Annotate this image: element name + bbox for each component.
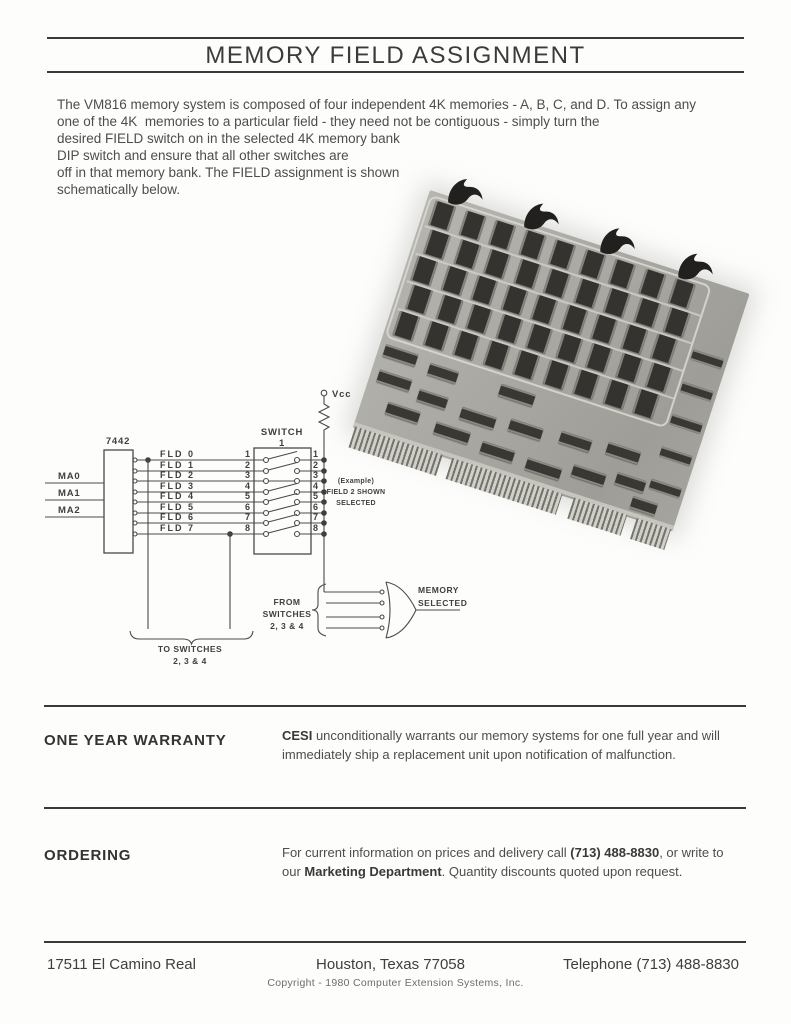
from-switches-label3: 2, 3 & 4 (270, 621, 304, 631)
bus-junction-dot (321, 510, 327, 516)
logic-chip (507, 418, 543, 441)
logic-chip (614, 472, 647, 494)
switch-pin-number-left: 1 (244, 449, 250, 459)
logic-chip (498, 384, 536, 407)
switch-contact (295, 458, 300, 463)
divider-top (47, 37, 744, 39)
switch-contact (264, 458, 269, 463)
logic-chip (605, 442, 641, 465)
example-note: SELECTED (336, 500, 376, 507)
decoder-7442-box (104, 450, 133, 553)
divider-ordering (44, 807, 746, 809)
divider-under-title (47, 71, 744, 73)
intro-line: schematically below. (57, 182, 181, 197)
vcc-terminal (321, 390, 327, 396)
switch-title: SWITCH (260, 427, 304, 438)
footer-city: Houston, Texas 77058 (316, 956, 465, 973)
switch-contact (295, 469, 300, 474)
ordering-text: For current information on prices and delivery call (713) 488-8830, or write to our Marketing Department. Quantity discounts quoted upon request. (282, 845, 724, 879)
divider-warranty (44, 705, 746, 707)
field-label: FLD 4 (160, 491, 196, 501)
footer-address: 17511 El Camino Real (47, 956, 196, 973)
logic-chip (479, 441, 515, 464)
field-label: FLD 7 (160, 523, 196, 533)
bus-junction-dot (321, 489, 327, 495)
logic-chip (524, 457, 562, 480)
switch-pin-number-left: 3 (244, 470, 250, 480)
switch-contact (295, 500, 300, 505)
driver-chip (648, 479, 682, 499)
decoder-7442-label: 7442 (105, 436, 131, 447)
page-title: MEMORY FIELD ASSIGNMENT (205, 42, 586, 69)
switch-pin-number-right: 4 (313, 481, 319, 491)
input-label-ma0: MA0 (58, 471, 81, 482)
switch-contact (295, 479, 300, 484)
example-note: FIELD 2 SHOWN (326, 489, 386, 496)
intro-line: one of the 4K memories to a particular field - they need not be contiguous - simply turn the (57, 114, 600, 129)
pullup-resistor (319, 396, 329, 436)
field-label: FLD 5 (160, 502, 196, 512)
bus-junction-dot (321, 499, 327, 505)
department-name: Marketing Department (304, 863, 442, 879)
bus-junction-dot (321, 520, 327, 526)
input-label-ma1: MA1 (58, 488, 81, 499)
switch-lever-open (268, 515, 297, 523)
field-label: FLD 1 (160, 460, 196, 470)
switch-pin-number-left: 6 (244, 502, 250, 512)
logic-chip (382, 344, 418, 367)
ordering-heading: ORDERING (44, 847, 132, 864)
brand-name: CESI (282, 728, 313, 743)
bus-junction-dot (321, 457, 327, 463)
switch-lever-open (268, 505, 297, 513)
warranty-heading: ONE YEAR WARRANTY (44, 732, 227, 749)
field-assignment-schematic (40, 380, 470, 672)
or-gate (386, 582, 390, 638)
switch-pin-number-left: 7 (244, 512, 250, 522)
switch-lever-open (268, 484, 297, 492)
switch-pin-number-left: 2 (244, 460, 250, 470)
memory-selected-label2: SELECTED (418, 598, 468, 608)
intro-line: off in that memory bank. The FIELD assignment is shown (57, 165, 400, 180)
driver-chip (669, 414, 703, 434)
switch-contact (264, 500, 269, 505)
switch-contact (264, 490, 269, 495)
switch-1-box (254, 448, 311, 554)
bus-junction-dot (321, 478, 327, 484)
divider-footer (44, 941, 746, 943)
switch-pin-number-right: 8 (313, 523, 319, 533)
from-switches-label2: SWITCHES (262, 609, 312, 619)
vcc-label: Vcc (332, 389, 352, 400)
switch-contact (295, 521, 300, 526)
memory-selected-label: MEMORY (418, 585, 459, 595)
switch-pin-number-right: 5 (313, 491, 319, 501)
logic-chip (558, 431, 592, 453)
bus-junction-dot (321, 531, 327, 537)
intro-line: DIP switch and ensure that all other switches are (57, 148, 349, 163)
driver-chip (690, 349, 724, 369)
switch-contact (264, 479, 269, 484)
intro-line: desired FIELD switch on in the selected 4K memory bank (57, 131, 400, 146)
to-switches-label: TO SWITCHES (157, 644, 223, 654)
switch-contact (264, 532, 269, 537)
example-note: (Example) (337, 478, 375, 485)
field-label: FLD 2 (160, 470, 196, 480)
switch-number: 1 (278, 438, 286, 449)
switch-pin-number-right: 1 (313, 449, 319, 459)
switch-lever-open (268, 526, 297, 534)
switch-contact (264, 511, 269, 516)
from-switches-label: FROM (273, 597, 301, 607)
footer-telephone: Telephone (713) 488-8830 (563, 956, 739, 973)
switch-pin-number-right: 3 (313, 470, 319, 480)
driver-chip (680, 382, 714, 402)
driver-chip (659, 446, 693, 466)
footer-copyright: Copyright - 1980 Computer Extension Systems, Inc. (267, 977, 524, 989)
switch-contact (264, 469, 269, 474)
phone-number: (713) 488-8830 (570, 845, 660, 860)
switch-contact (264, 521, 269, 526)
switch-pin-number-left: 8 (244, 523, 250, 533)
warranty-text: CESI unconditionally warrants our memory systems for one full year and will immediately ship a replacement unit upon notification of malfunction. (282, 728, 720, 762)
intro-line: The VM816 memory system is composed of four independent 4K memories - A, B, C, and D. To assign any (57, 97, 697, 112)
bus-junction-dot (321, 468, 327, 474)
switch-pin-number-right: 6 (313, 502, 319, 512)
switch-pin-number-left: 4 (244, 481, 250, 491)
field-label: FLD 6 (160, 512, 196, 522)
switch-contact (295, 532, 300, 537)
input-label-ma2: MA2 (58, 505, 81, 516)
switch-lever-open (268, 494, 297, 502)
to-switches-brace (130, 631, 253, 644)
field-label: FLD 0 (160, 449, 196, 459)
switch-pin-number-right: 2 (313, 460, 319, 470)
logic-chip (570, 464, 606, 487)
switch-lever-open (268, 463, 297, 471)
field-label: FLD 3 (160, 481, 196, 491)
to-switches-label2: 2, 3 & 4 (173, 656, 207, 666)
switch-pin-number-left: 5 (244, 491, 250, 501)
switch-pin-number-right: 7 (313, 512, 319, 522)
switch-lever-open (268, 452, 297, 460)
